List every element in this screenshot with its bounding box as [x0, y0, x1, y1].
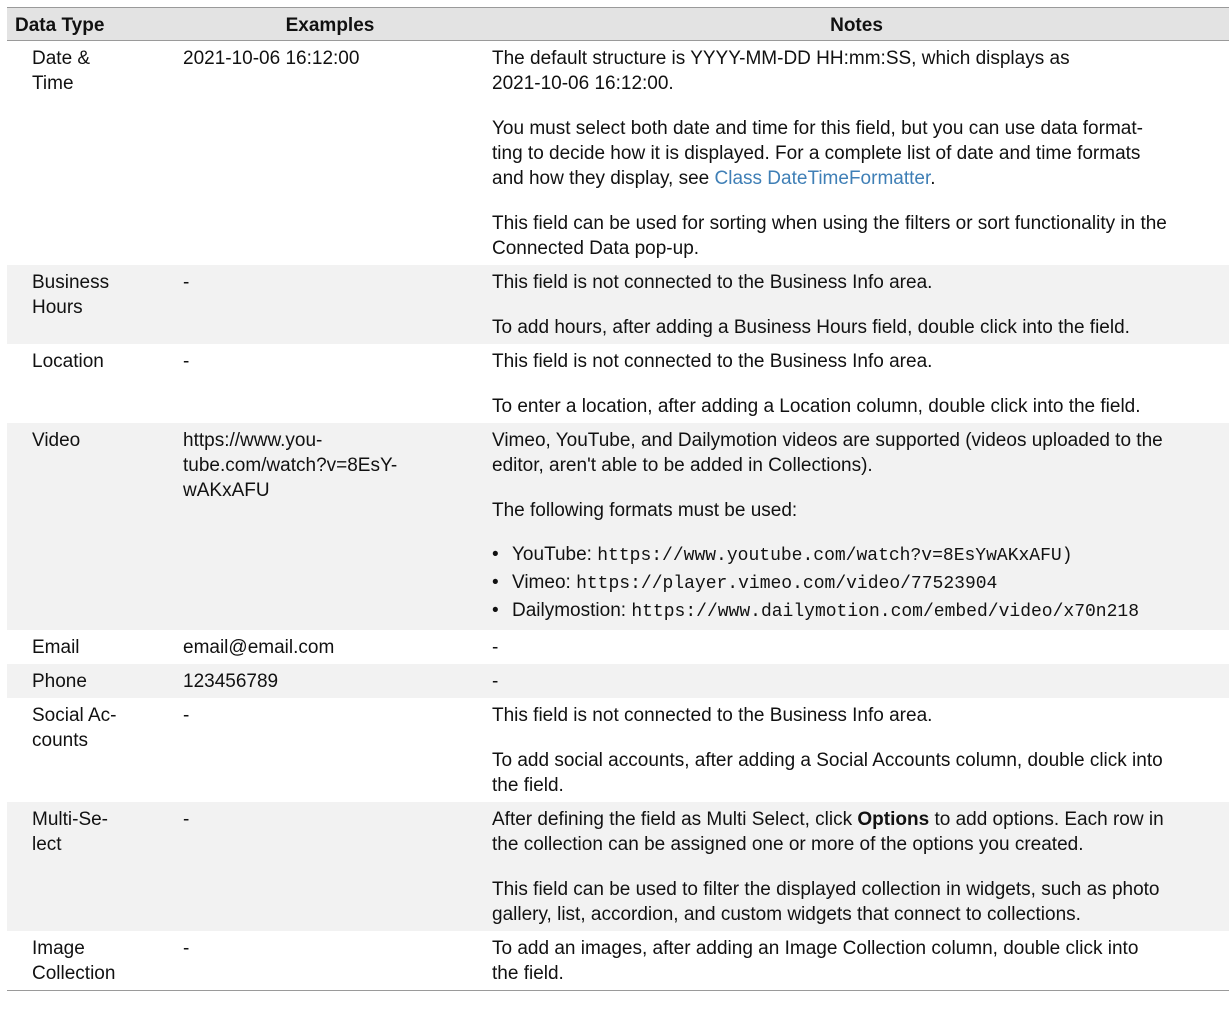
- note-paragraph: This field is not connected to the Business Info area.: [492, 272, 933, 293]
- cell-type: Social Ac- counts: [32, 705, 117, 751]
- list-item: • Vimeo: https://player.vimeo.com/video/77523904: [492, 572, 998, 594]
- cell-example: https://www.you- tube.com/watch?v=8EsY- wAKxAFU: [176, 423, 484, 630]
- cell-example: 123456789: [176, 664, 484, 698]
- datetimeformatter-link[interactable]: Class DateTimeFormatter: [714, 168, 931, 189]
- cell-notes: [484, 265, 1229, 344]
- bullet-icon: •: [492, 600, 499, 621]
- format-url: https://www.dailymotion.com/embed/video/x70n218: [631, 602, 1140, 622]
- table-row-datetime: [7, 41, 1229, 266]
- cell-type: Multi-Se- lect: [7, 802, 176, 931]
- format-list: [492, 542, 1223, 626]
- cell-notes: [484, 802, 1229, 931]
- note-paragraph: This field can be used for sorting when using the filters or sort functionality in the Connected Data pop-up.: [492, 213, 1167, 259]
- cell-type: Business Hours: [7, 265, 176, 344]
- cell-example: -: [183, 705, 190, 726]
- note-paragraph: To add an images, after adding an Image Collection column, double click into the field.: [492, 938, 1139, 984]
- note-paragraph: Vimeo, YouTube, and Dailymotion videos are supported (videos uploaded to the editor, aren't able to be added in Collections).: [492, 430, 1163, 476]
- cell-example: 2021-10-06 16:12:00: [183, 48, 360, 69]
- table-row-business-hours: [7, 265, 1229, 344]
- cell-example: -: [183, 351, 190, 372]
- type-text: Time: [32, 73, 74, 94]
- note-paragraph: This field can be used to filter the displayed collection in widgets, such as photo gallery, list, accordion, and custom widgets that connect to collections.: [492, 879, 1160, 925]
- table-row-phone: [7, 664, 1229, 698]
- cell-notes: -: [492, 637, 499, 658]
- table-row-email: [7, 630, 1229, 664]
- cell-notes: [484, 931, 1229, 991]
- note-paragraph: The following formats must be used:: [492, 500, 798, 521]
- note-paragraph: To add hours, after adding a Business Hours field, double click into the field.: [492, 317, 1130, 338]
- table-row-image-collection: [7, 931, 1229, 991]
- header-row: [7, 8, 1229, 41]
- cell-notes: [484, 344, 1229, 423]
- cell-notes: [484, 423, 1229, 630]
- cell-type: Image Collection: [32, 938, 116, 984]
- note-paragraph: This field is not connected to the Business Info area.: [492, 705, 933, 726]
- cell-notes: [484, 41, 1229, 266]
- format-url: https://www.youtube.com/watch?v=8EsYwAKxAFU): [597, 546, 1073, 566]
- note-paragraph: The default structure is YYYY-MM-DD HH:mm:SS, which displays as 2021-10-06 16:12:00.: [492, 48, 1070, 94]
- cell-type: Location: [32, 351, 104, 372]
- list-item: • YouTube: https://www.youtube.com/watch?v=8EsYwAKxAFU): [492, 544, 1073, 566]
- cell-notes: -: [484, 664, 1229, 698]
- note-paragraph: To add social accounts, after adding a Social Accounts column, double click into the field.: [492, 750, 1163, 796]
- table-row-location: [7, 344, 1229, 423]
- cell-notes: [484, 698, 1229, 802]
- bullet-icon: •: [492, 544, 499, 565]
- format-url: https://player.vimeo.com/video/77523904: [576, 574, 998, 594]
- note-paragraph: After defining the field as Multi Select, click Options to add options. Each row in the collection can be assigned one or more of the options you created.: [492, 809, 1164, 855]
- note-paragraph: You must select both date and time for this field, but you can use data format- ting to decide how it is displayed. For a complete list of date and time formats and how they display, see Class DateTimeFormatter.: [492, 118, 1143, 189]
- header-examples: Examples: [176, 8, 484, 41]
- note-paragraph: This field is not connected to the Business Info area.: [492, 351, 933, 372]
- data-types-table: [7, 7, 1229, 991]
- options-emphasis: Options: [857, 809, 930, 830]
- table-row-social-accounts: [7, 698, 1229, 802]
- type-text: Date &: [32, 48, 91, 69]
- header-notes: Notes: [484, 8, 1229, 41]
- cell-example: -: [176, 265, 484, 344]
- cell-example: -: [176, 802, 484, 931]
- bullet-icon: •: [492, 572, 499, 593]
- table-row-multi-select: [7, 802, 1229, 931]
- header-data-type: Data Type: [7, 8, 176, 41]
- table-row-video: [7, 423, 1229, 630]
- list-item: • Dailymostion: https://www.dailymotion.com/embed/video/x70n218: [492, 600, 1140, 622]
- cell-type: Video: [7, 423, 176, 630]
- cell-type: [7, 41, 176, 266]
- cell-type: Email: [32, 637, 80, 658]
- cell-example: -: [183, 938, 190, 959]
- cell-example: email@email.com: [183, 637, 335, 658]
- cell-type: Phone: [7, 664, 176, 698]
- note-paragraph: To enter a location, after adding a Location column, double click into the field.: [492, 396, 1141, 417]
